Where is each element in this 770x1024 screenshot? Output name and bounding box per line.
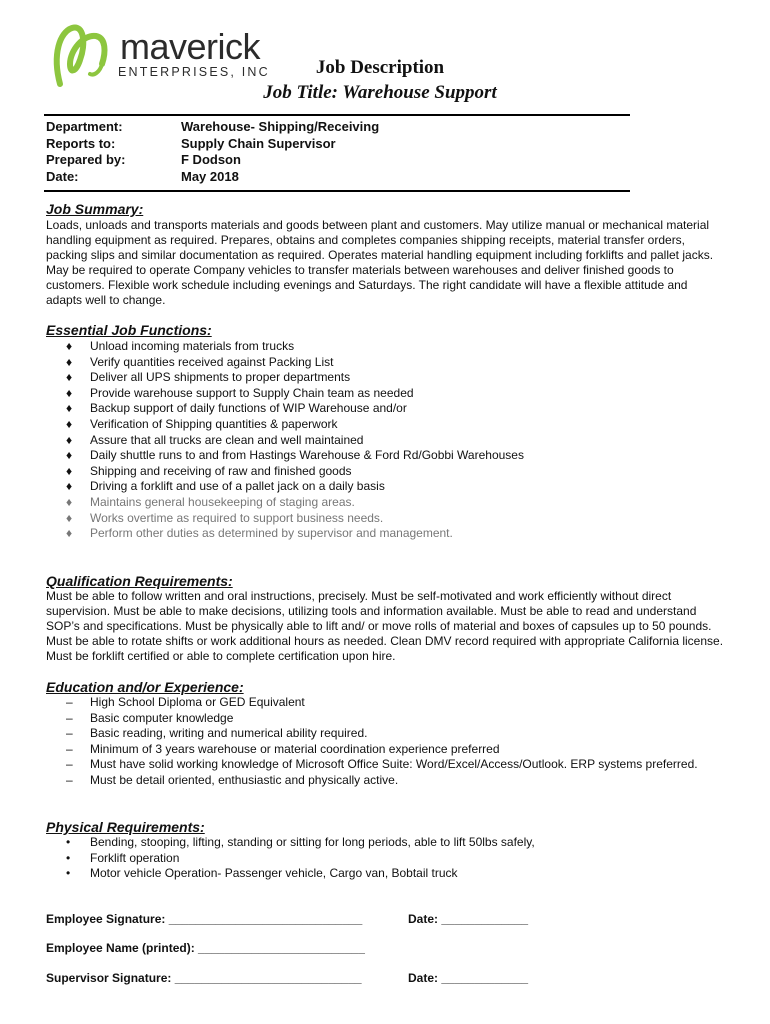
list-item-text: High School Diploma or GED Equivalent: [90, 695, 305, 709]
diamond-bullet-icon: ♦: [66, 370, 73, 385]
list-item-text: Driving a forklift and use of a pallet jack on a daily basis: [90, 479, 385, 494]
list-item-text: Assure that all trucks are clean and well maintained: [90, 432, 364, 447]
diamond-bullet-icon: ♦: [66, 354, 73, 369]
info-value: May 2018: [181, 168, 239, 184]
physical-title: Physical Requirements:: [46, 819, 205, 835]
dash-bullet-icon: –: [66, 757, 73, 772]
list-item-text: Basic reading, writing and numerical ability required.: [90, 726, 368, 741]
list-item: [66, 851, 710, 867]
physical-list: [66, 835, 710, 882]
info-label: Date:: [46, 168, 79, 184]
list-item-text: Daily shuttle runs to and from Hastings Warehouse & Ford Rd/Gobbi Warehouses: [90, 448, 524, 463]
list-item-text: Deliver all UPS shipments to proper departments: [90, 370, 351, 385]
list-item-text: Must be detail oriented, enthusiastic and physically active.: [90, 772, 399, 787]
functions-title: Essential Job Functions:: [46, 322, 212, 338]
info-label: Department:: [46, 119, 123, 134]
list-item: [66, 386, 710, 402]
info-value: Supply Chain Supervisor: [181, 135, 336, 151]
info-row: [46, 119, 379, 136]
summary-text: Loads, unloads and transports materials and goods between plant and customers. May utilize manual or mechanical material handling equipment as required. Prepares, obtains and completes companies shipping receipts, material transfer orders, packing slips and similar documentation as required. Operates material handling equipment including forklifts and pallet jacks. May be required to operate Company vehicles to transfer materials between warehouses and deliver finished goods to customers. Flexible work schedule including evenings and Saturdays. The right candidate will have a flexible attitude and adapts well to change.: [46, 218, 714, 307]
supervisor-date-field[interactable]: Date: _____________: [408, 971, 529, 985]
list-item-text: Forklift operation: [90, 850, 180, 865]
info-label: Prepared by:: [46, 152, 126, 167]
list-item-text: Backup support of daily functions of WIP Warehouse and/or: [90, 401, 407, 416]
list-item: [66, 448, 710, 464]
diamond-bullet-icon: ♦: [66, 526, 73, 541]
dash-bullet-icon: –: [66, 710, 73, 725]
education-list: [66, 695, 710, 789]
dash-bullet-icon: –: [66, 772, 73, 787]
list-item: [66, 401, 710, 417]
list-item: [66, 464, 710, 480]
list-item: [66, 742, 710, 758]
list-item: [66, 495, 710, 511]
list-item-text: Minimum of 3 years warehouse or material coordination experience preferred: [90, 741, 500, 756]
diamond-bullet-icon: ♦: [66, 479, 73, 494]
list-item: [66, 866, 710, 882]
functions-list: [66, 339, 710, 542]
job-info: [46, 119, 379, 185]
list-item-text: Verification of Shipping quantities & paperwork: [90, 416, 338, 431]
list-item: [66, 370, 710, 386]
list-item: [66, 835, 710, 851]
info-row: [46, 152, 379, 169]
list-item: [66, 355, 710, 371]
dot-bullet-icon: •: [66, 866, 71, 881]
info-row: [46, 136, 379, 153]
list-item: [66, 511, 710, 527]
list-item: [66, 695, 710, 711]
header-rule-top: [44, 114, 630, 116]
list-item: [66, 773, 710, 789]
document-title: Job Description: [315, 57, 445, 78]
logo-subtitle: ENTERPRISES, INC: [118, 65, 270, 79]
list-item-text: Basic computer knowledge: [90, 710, 234, 725]
dash-bullet-icon: –: [66, 741, 73, 756]
diamond-bullet-icon: ♦: [66, 416, 73, 431]
list-item-text: Verify quantities received against Packing List: [90, 354, 334, 369]
employee-signature-field[interactable]: Employee Signature: _____________________________: [46, 912, 363, 926]
list-item-text: Provide warehouse support to Supply Chain team as needed: [90, 385, 414, 400]
list-item: [66, 479, 710, 495]
list-item-text: Unload incoming materials from trucks: [90, 339, 295, 353]
list-item-text: Must have solid working knowledge of Microsoft Office Suite: Word/Excel/Access/Outlook. ERP systems preferred.: [90, 757, 698, 772]
logo-name: maverick: [120, 26, 261, 67]
dash-bullet-icon: –: [66, 695, 73, 709]
list-item-text: Bending, stooping, lifting, standing or sitting for long periods, able to lift 50lbs safely,: [90, 835, 535, 849]
list-item: [66, 726, 710, 742]
qualifications-title: Qualification Requirements:: [46, 573, 233, 589]
list-item-text: Works overtime as required to support business needs.: [90, 510, 384, 525]
job-title: Job Title: Warehouse Support: [263, 82, 497, 103]
list-item: [66, 526, 710, 542]
list-item: [66, 711, 710, 727]
employee-name-field[interactable]: Employee Name (printed): _________________________: [46, 941, 365, 955]
list-item: [66, 339, 710, 355]
dot-bullet-icon: •: [66, 835, 71, 849]
maverick-swirl-icon: [50, 14, 130, 94]
info-value: F Dodson: [181, 152, 241, 167]
list-item: [66, 433, 710, 449]
employee-date-field[interactable]: Date: _____________: [408, 912, 529, 926]
supervisor-signature-field[interactable]: Supervisor Signature: ____________________________: [46, 971, 362, 985]
info-row: [46, 169, 379, 186]
info-value: Warehouse- Shipping/Receiving: [181, 119, 380, 134]
diamond-bullet-icon: ♦: [66, 463, 73, 478]
list-item-text: Motor vehicle Operation- Passenger vehicle, Cargo van, Bobtail truck: [90, 866, 458, 881]
diamond-bullet-icon: ♦: [66, 510, 73, 525]
dot-bullet-icon: •: [66, 850, 71, 865]
summary-title: Job Summary:: [46, 201, 144, 217]
qualifications-text: Must be able to follow written and oral instructions, precisely. Must be self-motivated and work efficiently without direct supervision. Must be able to make decisions, utilizing tools and information available. Must be able to read and understand SOP’s and specifications. Must be physically able to lift and/ or move rolls of material and boxes of capsules up to 50 pounds. Must be able to rotate shifts or work additional hours as needed. Clean DMV record required with appropriate California license. Must be forklift certified or able to complete certification upon hire.: [46, 589, 724, 663]
document-heading: [250, 57, 510, 104]
list-item: [66, 757, 710, 773]
header-rule-bottom: [44, 190, 630, 192]
list-item-text: Perform other duties as determined by supervisor and management.: [90, 526, 453, 541]
diamond-bullet-icon: ♦: [66, 494, 73, 509]
list-item: [66, 417, 710, 433]
dash-bullet-icon: –: [66, 726, 73, 741]
list-item-text: Maintains general housekeeping of staging areas.: [90, 494, 355, 509]
diamond-bullet-icon: ♦: [66, 401, 73, 416]
diamond-bullet-icon: ♦: [66, 448, 73, 463]
education-title: Education and/or Experience:: [46, 679, 244, 695]
list-item-text: Shipping and receiving of raw and finished goods: [90, 463, 352, 478]
diamond-bullet-icon: ♦: [66, 339, 73, 353]
diamond-bullet-icon: ♦: [66, 432, 73, 447]
info-label: Reports to:: [46, 135, 116, 151]
diamond-bullet-icon: ♦: [66, 385, 73, 400]
